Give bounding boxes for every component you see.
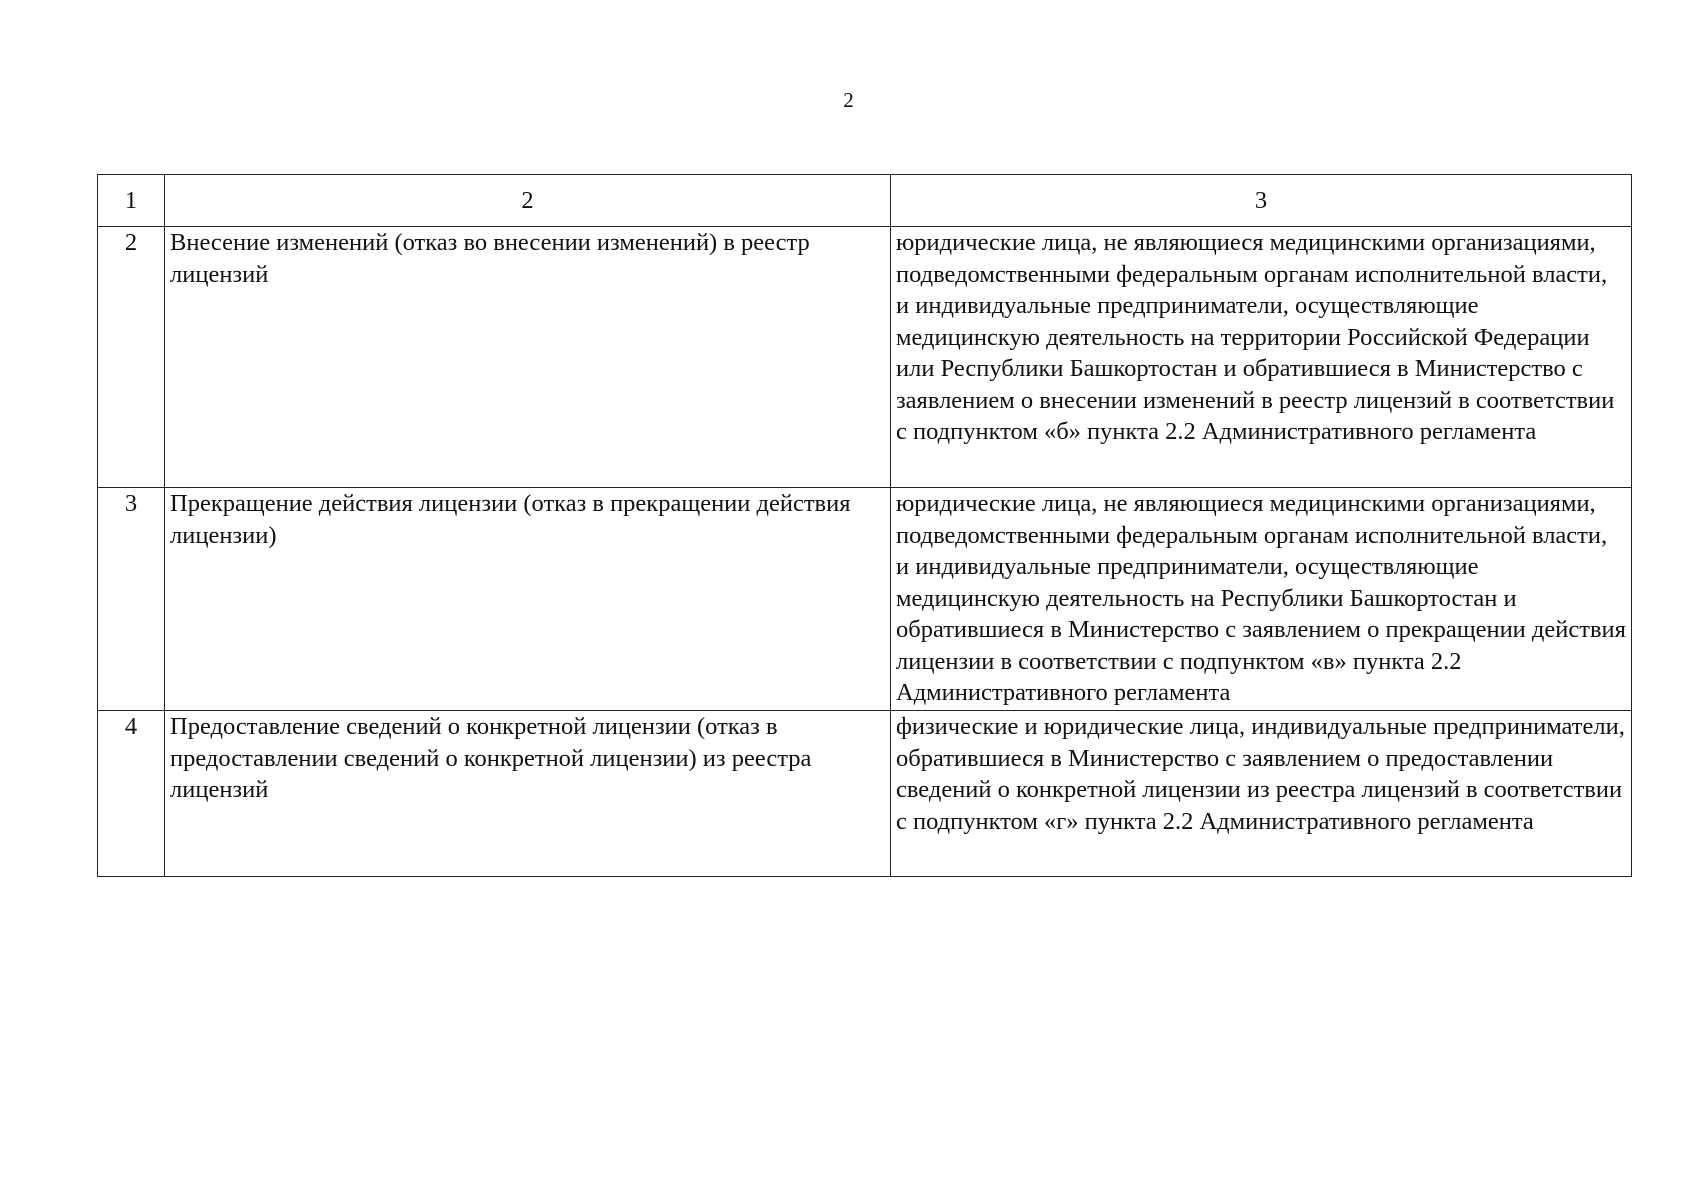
applicant-description: физические и юридические лица, индивидуальные предприниматели, обратившиеся в Министерство с заявлением о предоставлении сведений о конкретной лицензии из реестра лицензий в соответствии с подпунктом «г» пункта 2.2 Административного регламента	[891, 711, 1632, 877]
service-name: Внесение изменений (отказ во внесении изменений) в реестр лицензий	[165, 227, 891, 488]
service-name: Прекращение действия лицензии (отказ в прекращении действия лицензии)	[165, 488, 891, 711]
row-number: 2	[98, 227, 165, 488]
column-header-3: 3	[891, 175, 1632, 227]
applicant-description: юридические лица, не являющиеся медицинскими организациями, подведомственными федеральным органам исполнительной власти, и индивидуальные предприниматели, осуществляющие медицинскую деятельность на территории Российской Федерации или Республики Башкортостан и обратившиеся в Министерство с заявлением о внесении изменений в реестр лицензий в соответствии с подпунктом «б» пункта 2.2 Административного регламента	[891, 227, 1632, 488]
table-row	[98, 711, 1632, 877]
service-name: Предоставление сведений о конкретной лицензии (отказ в предоставлении сведений о конкретной лицензии) из реестра лицензий	[165, 711, 891, 877]
column-header-2: 2	[165, 175, 891, 227]
row-number: 3	[98, 488, 165, 711]
table-header-row	[98, 175, 1632, 227]
table-row	[98, 488, 1632, 711]
applicant-description: юридические лица, не являющиеся медицинскими организациями, подведомственными федеральным органам исполнительной власти, и индивидуальные предприниматели, осуществляющие медицинскую деятельность на Республики Башкортостан и обратившиеся в Министерство с заявлением о прекращении действия лицензии в соответствии с подпунктом «в» пункта 2.2 Административного регламента	[891, 488, 1632, 711]
page-number: 2	[843, 88, 854, 112]
row-number: 4	[98, 711, 165, 877]
services-table	[97, 174, 1632, 877]
table-row	[98, 227, 1632, 488]
column-header-1: 1	[98, 175, 165, 227]
